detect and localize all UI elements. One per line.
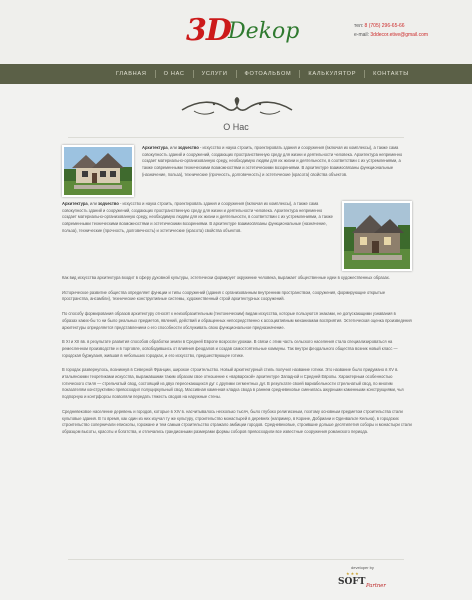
logo[interactable]	[186, 15, 298, 51]
paragraph-6: В XI и XII вв. в результате развития способов обработки земли в Средней Европе возросли урожаи. В связи с этим часть сельского населения стала специализироваться на ремесленном производстве и в торговле, освободившись от влияния феодалов и создав самостоятельные коммуны. Так внутри феодального общества возник новый класс — городская буржуазия, жившая в небольших городках, и его искусство, предшествующее готике.	[62, 339, 398, 358]
developer-name: SOFT	[338, 577, 366, 587]
email-link[interactable]: 3ddecor.etive@gmail.com	[370, 32, 429, 38]
paragraph-4: Историческое развитие общества определяет функции и типы сооружений (здания с организованным внутренним пространством, сооружения, формирующие открытые пространства, ансамбли), технические конструктивные системы, художественный строй архитектурных сооружений.	[62, 289, 386, 302]
nav-item-photoalbum[interactable]: ФОТОАЛЬБОМ	[244, 71, 292, 77]
logo-brand: Dekop	[228, 19, 300, 44]
nav-item-about[interactable]: О НАС	[163, 71, 185, 77]
email-label: e-mail:	[354, 32, 370, 38]
text: , или	[87, 201, 99, 206]
developer-suffix: Partner	[366, 583, 386, 589]
nav-item-calculator[interactable]: КАЛЬКУЛЯТОР	[308, 71, 357, 77]
article	[62, 145, 412, 444]
text: - искусство и наука строить, проектировать здания и сооружения (включая их комплексы), а также сама совокупность зданий и сооружений, создающих пространственную среду для жизни и деятельности человека. Архитектура непременно создает материально-организованную среду, необходимую людям для их жизни и деятельности, в соответствии с их устремлениями, а также современными техническими возможностями и эстетическими воззрениями. В архитектуре взаимосвязаны функциональные (назначение, польза), технические (прочность, долговечность) и эстетические (красота) свойства объектов.	[142, 145, 403, 177]
ornament-divider	[178, 96, 296, 118]
paragraph-7: В городах развернулось, возникнув в Северной Франции, широкое строительство. Новый архитектурный стиль получил название готики. Это название было придумано в XV в. итальянскими теоретиками искусства, выражавшими таким образом свое отношение к «варварской» архитектуре Западной и Средней Европы. Характерным особенностью готического стиля — стрельчатый свод, состоящий из двух пересекающихся дуг с другими сегментных дуг. В результате своей вариабельности стрельчатый свод, по многим показателям конструктивно превосходил полуциркульный свод. Массивная каменная кладка свода в раннем средневековье сменилась ажурными каменными конструкциями, чья подпорную и контрфорсы позволяли передать тяжесть сводов на наружные стены.	[62, 367, 404, 400]
text: , или	[167, 145, 179, 150]
house-photo-1[interactable]	[62, 145, 134, 197]
main-nav	[0, 64, 472, 84]
title-divider	[68, 137, 404, 138]
phone-number: 8 (705) 296-65-66	[364, 23, 405, 29]
text: - искусство и наука строить, проектировать здания и сооружения (включая их комплексы), а также сама совокупность зданий и сооружений, создающих пространственную среду для жизни и деятельности человека. Архитектура непременно создает материально-организованную среду, необходимую людям для их жизни и деятельности, в соответствии с их устремлениями, а также современными техническими возможностями и эстетическими воззрениями. В архитектуре взаимосвязаны функциональные (назначение, польза), технические (прочность, долговечность) и эстетические (красота) свойства объектов.	[62, 201, 333, 233]
paragraph-8: Средневековое население деревень и городов, которые в XIV в. насчитывалось несколько тысяч, было глубоко религиозным, поэтому основным предметом строительства стали культовые здания. В то время, как один из них изучал ту же культуру, строительство монастырей в деревнях (например, в Корине, Добриани и Оденвальте Кельна), в городских строительство соперничали епископы, горожане и тем самым строительство отражало амбиции городов. Средневековые, строившие дольше десятилетия соборы и монастыри стали образцом высоты, красоты и богатства, и отличались грандиозными размерами формы соборов превосходили все известные сооружения романского периода.	[62, 408, 412, 434]
paragraph-5: По способу формирования образов архитектуру относят к неизобразительным (тектоническим) видам искусства, которые пользуются знаками, не допускающими узнавания в образах каких-бы то ни было реальных предметов, явлений, действий и обращенных непосредственно к ассоциативным механизмам восприятия. Эстетическая оценка произведения архитектуры определяется представлением о его способности обслуживать свою функциональное предназначение.	[62, 311, 412, 330]
nav-item-home[interactable]: ГЛАВНАЯ	[116, 71, 147, 77]
developer-label: developer by	[351, 565, 374, 570]
nav-items	[108, 64, 417, 84]
term-architecture: Архитектура	[62, 201, 88, 206]
term-zodchestvo: зодчество	[98, 201, 119, 206]
email-line	[354, 31, 428, 40]
developer-badge[interactable]	[330, 563, 420, 597]
nav-item-contacts[interactable]: КОНТАКТЫ	[373, 71, 409, 77]
contacts	[354, 22, 428, 40]
header	[0, 0, 472, 64]
logo-3d: 3D	[186, 13, 231, 48]
page-title: О Нас	[223, 122, 249, 132]
house-photo-2[interactable]	[342, 201, 412, 271]
footer-divider	[68, 559, 404, 560]
paragraph-3: Как вид искусства архитектура входит в сферу духовной культуры, эстетически формирует окружение человека, выражает общественные идеи в художественных образах.	[62, 275, 390, 280]
term-architecture: Архитектура	[142, 145, 168, 150]
term-zodchestvo: зодчество	[178, 145, 199, 150]
phone-line	[354, 22, 428, 31]
nav-item-services[interactable]: УСЛУГИ	[201, 71, 228, 77]
phone-label: тел:	[354, 23, 364, 29]
stars-icon: ★★★	[346, 571, 360, 576]
